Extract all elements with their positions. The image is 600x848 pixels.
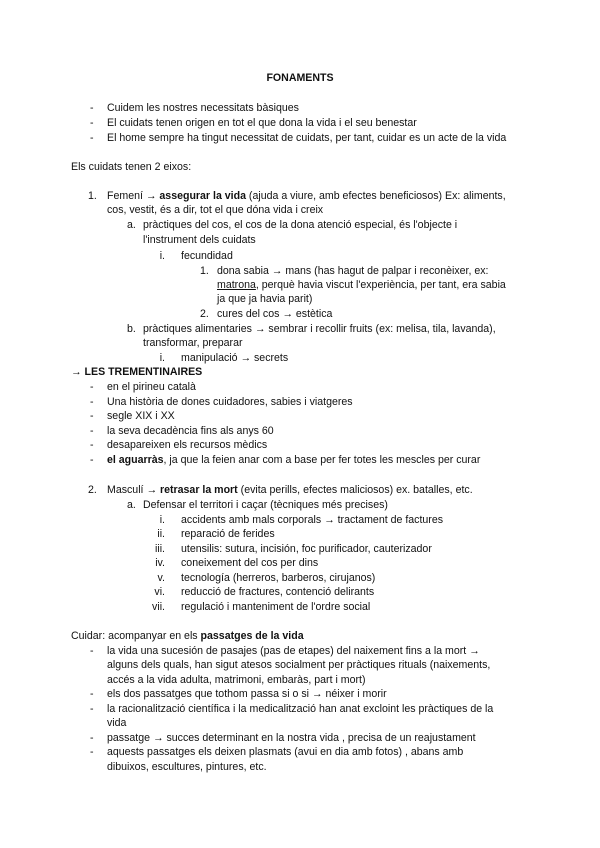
- axis1-rest: (ajuda a viure, amb efectes beneficiosos) Ex: aliments,: [245, 190, 506, 202]
- axis2-item-marker: vi.: [154, 586, 165, 598]
- axis1-line2: cos, vestit, és a dir, tot el que dóna vida i creix: [107, 204, 324, 216]
- cuidar-bold: passatges de la vida: [200, 630, 304, 642]
- axis2-item-marker: vii.: [152, 601, 165, 613]
- axis1-a-line2: l'instrument dels cuidats: [143, 234, 256, 246]
- axis1-a-marker: a.: [127, 219, 136, 231]
- axis1-b-i-text: manipulació → secrets: [181, 352, 289, 364]
- bullet-dash: -: [90, 132, 94, 144]
- axis1-a-i-text: fecundidad: [181, 250, 233, 262]
- trementinaires-bullet: en el pirineu català: [107, 381, 196, 393]
- bullet-dash: -: [90, 703, 94, 715]
- axis1-a-line1: pràctiques del cos, el cos de la dona atenció especial, és l'objecte i: [143, 219, 458, 231]
- axis1-marker: 1.: [88, 190, 97, 202]
- axis1-line1: [107, 189, 506, 203]
- bullet-dash: -: [90, 454, 94, 466]
- axis2-item-marker: ii.: [157, 528, 165, 540]
- axis1-n2-marker: 2.: [200, 308, 209, 320]
- aguarras-bold: el aguarràs: [107, 454, 164, 466]
- axis2-item-marker: iii.: [154, 543, 165, 555]
- axis1-bold: assegurar la vida: [159, 190, 246, 202]
- trementinaires-last: [107, 453, 480, 467]
- bullet-dash: -: [90, 645, 94, 657]
- trementinaires-bullet: la seva decadència fins als anys 60: [107, 425, 274, 437]
- page-title: FONAMENTS: [266, 72, 334, 84]
- bullet-dash: -: [90, 688, 94, 700]
- bullet-dash: -: [90, 746, 94, 758]
- axis2-marker: 2.: [88, 484, 97, 496]
- aguarras-rest: , ja que la feien anar com a base per fer totes les mescles per curar: [163, 454, 481, 466]
- axis1-n1-line2-rest: , perquè havia viscut l'experiència, per tant, era sabia: [255, 279, 506, 291]
- axis1-b-marker: b.: [127, 323, 136, 335]
- bullet-dash: -: [90, 102, 94, 114]
- cuidar-heading: [71, 629, 304, 643]
- axis1-b-i-marker: i.: [159, 352, 165, 364]
- axis1-a-i-marker: i.: [159, 250, 165, 262]
- cuidar-prefix: Cuidar: acompanyar en els: [71, 630, 201, 642]
- bullet-dash: -: [90, 425, 94, 437]
- axis1-n1-line3: ja que ja havia parit): [217, 293, 313, 305]
- bullet-dash: -: [90, 410, 94, 422]
- axis2-item: tecnología (herreros, barberos, cirujanos): [181, 572, 376, 584]
- bullet-dash: -: [90, 117, 94, 129]
- axis2-item-marker: iv.: [155, 557, 165, 569]
- axis2-line1: [107, 483, 473, 497]
- trementinaires-bullet: segle XIX i XX: [107, 410, 175, 422]
- axis2-item: reducció de fractures, contenció delirants: [181, 586, 375, 598]
- cuidar-b3-line: la racionalització científica i la medicalització han anat excloint les pràctiques de la: [107, 703, 494, 715]
- cuidar-b1-line: alguns dels quals, han sigut atesos socialment per pràctiques rituals (naixements,: [107, 659, 491, 671]
- cuidar-b1-line: accés a la vida adulta, matrimoni, embaràs, part i mort): [107, 674, 366, 686]
- axis2-item: coneixement del cos per dins: [181, 557, 319, 569]
- axis2-item: regulació i manteniment de l'ordre social: [181, 601, 371, 613]
- bullet-dash: -: [90, 439, 94, 451]
- cuidar-b5-line: aquests passatges els deixen plasmats (avui en dia amb fotos) , abans amb: [107, 746, 464, 758]
- cuidar-b3-line: vida: [107, 717, 127, 729]
- axis2-bold: retrasar la mort: [159, 484, 238, 496]
- axis1-b-line2: transformar, preparar: [143, 337, 243, 349]
- cuidar-b5-line: dibuixos, escultures, pintures, etc.: [107, 761, 267, 773]
- axis2-item: reparació de ferides: [181, 528, 275, 540]
- axis1-prefix: Femení →: [107, 190, 160, 202]
- axis2-a-line1: Defensar el territori i caçar (tècniques més precises): [143, 499, 388, 511]
- axis1-n1-line2: [217, 278, 506, 292]
- trementinaires-bullet: Una història de dones cuidadores, sabies i viatgeres: [107, 396, 353, 408]
- axis1-n1-line1: dona sabia → mans (has hagut de palpar i reconèixer, ex:: [217, 265, 489, 277]
- axis2-item-marker: v.: [157, 572, 165, 584]
- axis1-b-line1: pràctiques alimentaries → sembrar i recollir fruits (ex: melisa, tila, lavanda),: [143, 323, 496, 335]
- axes-intro: Els cuidats tenen 2 eixos:: [71, 161, 192, 173]
- axis2-prefix: Masculí →: [107, 484, 160, 496]
- axis2-rest: (evita perills, efectes maliciosos) ex. batalles, etc.: [237, 484, 473, 496]
- intro-bullet: Cuidem les nostres necessitats bàsiques: [107, 102, 299, 114]
- axis2-a-marker: a.: [127, 499, 136, 511]
- bullet-dash: -: [90, 396, 94, 408]
- matrona-underlined: matrona: [217, 279, 256, 291]
- intro-bullet: El home sempre ha tingut necessitat de cuidats, per tant, cuidar es un acte de la vida: [107, 132, 507, 144]
- cuidar-b2: els dos passatges que tothom passa si o si → néixer i morir: [107, 688, 387, 700]
- cuidar-b1-line: la vida una sucesión de pasajes (pas de etapes) del naixement fins a la mort →: [107, 645, 480, 657]
- axis2-item-marker: i.: [159, 514, 165, 526]
- trementinaires-heading: → LES TREMENTINAIRES: [71, 366, 203, 378]
- axis2-item: utensilis: sutura, incisión, foc purificador, cauterizador: [181, 543, 432, 555]
- bullet-dash: -: [90, 732, 94, 744]
- cuidar-b4: passatge → succes determinant en la nostra vida , precisa de un reajustament: [107, 732, 476, 744]
- intro-bullet: El cuidats tenen origen en tot el que dona la vida i el seu benestar: [107, 117, 417, 129]
- trementinaires-bullet: desapareixen els recursos mèdics: [107, 439, 268, 451]
- axis2-item: accidents amb mals corporals → tractament de factures: [181, 514, 444, 526]
- axis1-n1-marker: 1.: [200, 265, 209, 277]
- bullet-dash: -: [90, 381, 94, 393]
- axis1-n2-text: cures del cos → estètica: [217, 308, 333, 320]
